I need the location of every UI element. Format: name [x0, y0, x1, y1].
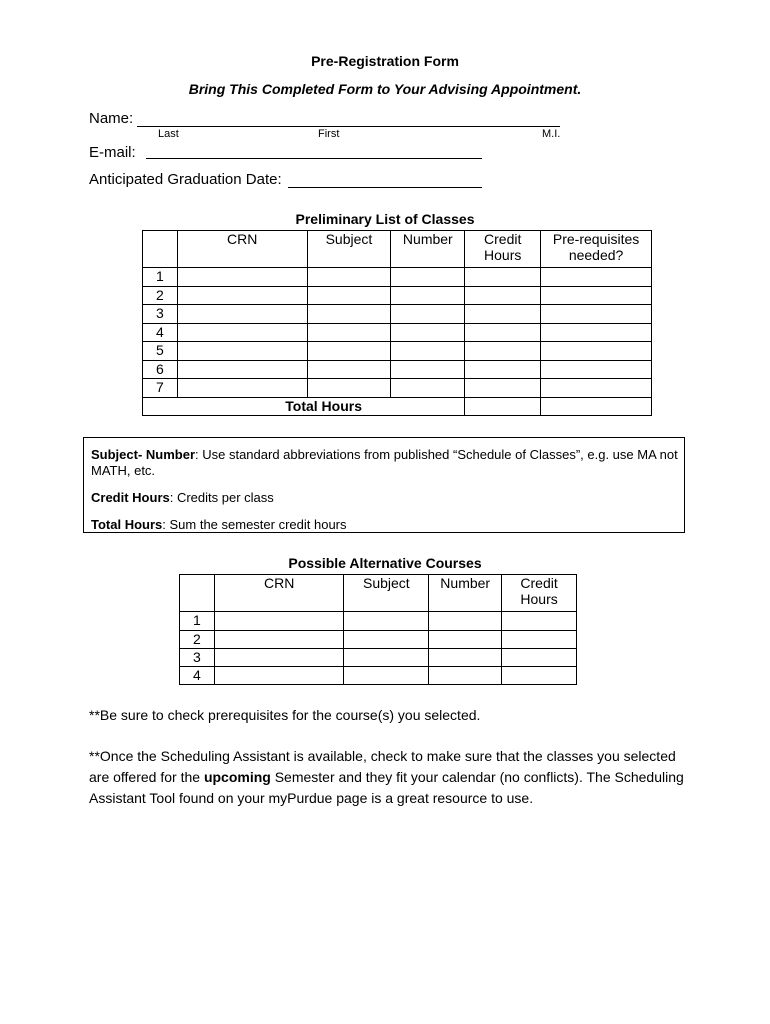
- subject-cell[interactable]: [344, 612, 429, 631]
- row-number: 3: [143, 305, 178, 324]
- name-part-last: Last: [158, 128, 179, 140]
- subject-cell[interactable]: [307, 324, 391, 342]
- note-credit-text: : Credits per class: [169, 490, 274, 505]
- preliminary-heading: Preliminary List of Classes: [295, 211, 475, 227]
- alt-header-number: Number: [429, 575, 502, 612]
- credit-cell[interactable]: [502, 612, 577, 631]
- crn-cell[interactable]: [177, 342, 307, 361]
- table-row: [143, 268, 652, 287]
- credit-cell[interactable]: [502, 649, 577, 667]
- credit-cell[interactable]: [502, 667, 577, 685]
- credit-cell[interactable]: [465, 379, 541, 398]
- number-cell[interactable]: [391, 268, 465, 287]
- number-cell[interactable]: [429, 667, 502, 685]
- table-row: [180, 667, 577, 685]
- subject-cell[interactable]: [307, 361, 391, 379]
- credit-cell[interactable]: [465, 361, 541, 379]
- email-label: E-mail:: [89, 144, 136, 161]
- name-field[interactable]: [137, 126, 560, 127]
- total-row: [143, 398, 652, 416]
- scheduling-note-part2: Semester and they fit your calendar (no conflicts). The Scheduling Assistant Tool found on your myPurdue page is a great resource to use.: [89, 769, 684, 806]
- scheduling-note-part1: **Once the Scheduling Assistant is available, check to make sure that the classes you selected are offered for the: [89, 748, 676, 785]
- graduation-label: Anticipated Graduation Date:: [89, 171, 282, 188]
- crn-cell[interactable]: [177, 361, 307, 379]
- credit-cell[interactable]: [465, 342, 541, 361]
- alt-header-crn: CRN: [214, 575, 344, 612]
- alt-header-credit-hours: Credit Hours: [502, 575, 577, 612]
- note-credit-label: Credit Hours: [91, 490, 170, 505]
- prereq-cell[interactable]: [541, 379, 652, 398]
- scheduling-note-bold: upcoming: [203, 769, 271, 785]
- email-field[interactable]: [146, 158, 482, 159]
- header-credit-hours: Credit Hours: [465, 231, 541, 268]
- total-hours-label: Total Hours: [143, 398, 465, 416]
- subject-cell[interactable]: [344, 667, 429, 685]
- crn-cell[interactable]: [214, 631, 344, 649]
- note-subject: [91, 447, 681, 479]
- note-credit: [91, 490, 681, 506]
- preliminary-header-row: [143, 231, 652, 268]
- header-number: Number: [391, 231, 465, 268]
- table-row: [180, 631, 577, 649]
- row-number: 7: [143, 379, 178, 398]
- name-label: Name:: [89, 110, 134, 127]
- row-number: 2: [180, 631, 215, 649]
- subject-cell[interactable]: [344, 649, 429, 667]
- subject-cell[interactable]: [344, 631, 429, 649]
- number-cell[interactable]: [429, 649, 502, 667]
- row-number: 5: [143, 342, 178, 361]
- credit-cell[interactable]: [465, 287, 541, 305]
- table-row: [143, 379, 652, 398]
- table-row: [143, 305, 652, 324]
- prereq-cell[interactable]: [541, 287, 652, 305]
- subject-cell[interactable]: [307, 287, 391, 305]
- row-number: 6: [143, 361, 178, 379]
- table-row: [143, 324, 652, 342]
- table-row: [180, 612, 577, 631]
- credit-cell[interactable]: [465, 305, 541, 324]
- prereq-cell[interactable]: [541, 361, 652, 379]
- number-cell[interactable]: [429, 631, 502, 649]
- prereq-cell[interactable]: [541, 324, 652, 342]
- alternatives-table: [179, 574, 577, 685]
- table-row: [143, 287, 652, 305]
- preliminary-table: [142, 230, 652, 416]
- name-part-mi: M.I.: [542, 128, 561, 140]
- crn-cell[interactable]: [177, 305, 307, 324]
- number-cell[interactable]: [391, 379, 465, 398]
- note-total-label: Total Hours: [91, 517, 163, 532]
- form-title: Pre-Registration Form: [311, 53, 459, 69]
- note-total: [91, 517, 681, 533]
- number-cell[interactable]: [391, 361, 465, 379]
- table-row: [180, 649, 577, 667]
- subject-cell[interactable]: [307, 305, 391, 324]
- number-cell[interactable]: [391, 305, 465, 324]
- prereq-cell[interactable]: [541, 268, 652, 287]
- graduation-field[interactable]: [288, 187, 482, 188]
- row-number: 2: [143, 287, 178, 305]
- crn-cell[interactable]: [214, 667, 344, 685]
- header-subject: Subject: [307, 231, 391, 268]
- subject-cell[interactable]: [307, 268, 391, 287]
- row-number: 3: [180, 649, 215, 667]
- prereq-cell[interactable]: [541, 342, 652, 361]
- credit-cell[interactable]: [502, 631, 577, 649]
- table-row: [143, 342, 652, 361]
- header-prerequisites: Pre-requisites needed?: [541, 231, 652, 268]
- header-cell: [143, 231, 178, 268]
- crn-cell[interactable]: [214, 649, 344, 667]
- note-total-text: : Sum the semester credit hours: [162, 517, 347, 532]
- name-part-first: First: [318, 128, 340, 140]
- form-subtitle: Bring This Completed Form to Your Advising Appointment.: [188, 81, 582, 97]
- subject-cell[interactable]: [307, 379, 391, 398]
- note-subject-text: : Use standard abbreviations from published “Schedule of Classes”, e.g. use MA not MATH, etc.: [91, 447, 678, 478]
- number-cell[interactable]: [429, 612, 502, 631]
- total-empty-cell: [541, 398, 652, 416]
- alternatives-header-row: [180, 575, 577, 612]
- crn-cell[interactable]: [214, 612, 344, 631]
- prerequisite-reminder: **Be sure to check prerequisites for the course(s) you selected.: [89, 707, 481, 723]
- alt-header-cell: [180, 575, 215, 612]
- crn-cell[interactable]: [177, 379, 307, 398]
- prereq-cell[interactable]: [541, 305, 652, 324]
- alt-header-subject: Subject: [344, 575, 429, 612]
- total-hours-cell[interactable]: [465, 398, 541, 416]
- row-number: 1: [180, 612, 215, 631]
- crn-cell[interactable]: [177, 268, 307, 287]
- alternatives-heading: Possible Alternative Courses: [288, 555, 482, 571]
- note-subject-label: Subject- Number: [91, 447, 196, 462]
- crn-cell[interactable]: [177, 287, 307, 305]
- number-cell[interactable]: [391, 324, 465, 342]
- row-number: 1: [143, 268, 178, 287]
- credit-cell[interactable]: [465, 268, 541, 287]
- subject-cell[interactable]: [307, 342, 391, 361]
- row-number: 4: [180, 667, 215, 685]
- row-number: 4: [143, 324, 178, 342]
- scheduling-assistant-note: [89, 746, 687, 809]
- table-row: [143, 361, 652, 379]
- header-crn: CRN: [177, 231, 307, 268]
- crn-cell[interactable]: [177, 324, 307, 342]
- number-cell[interactable]: [391, 287, 465, 305]
- credit-cell[interactable]: [465, 324, 541, 342]
- number-cell[interactable]: [391, 342, 465, 361]
